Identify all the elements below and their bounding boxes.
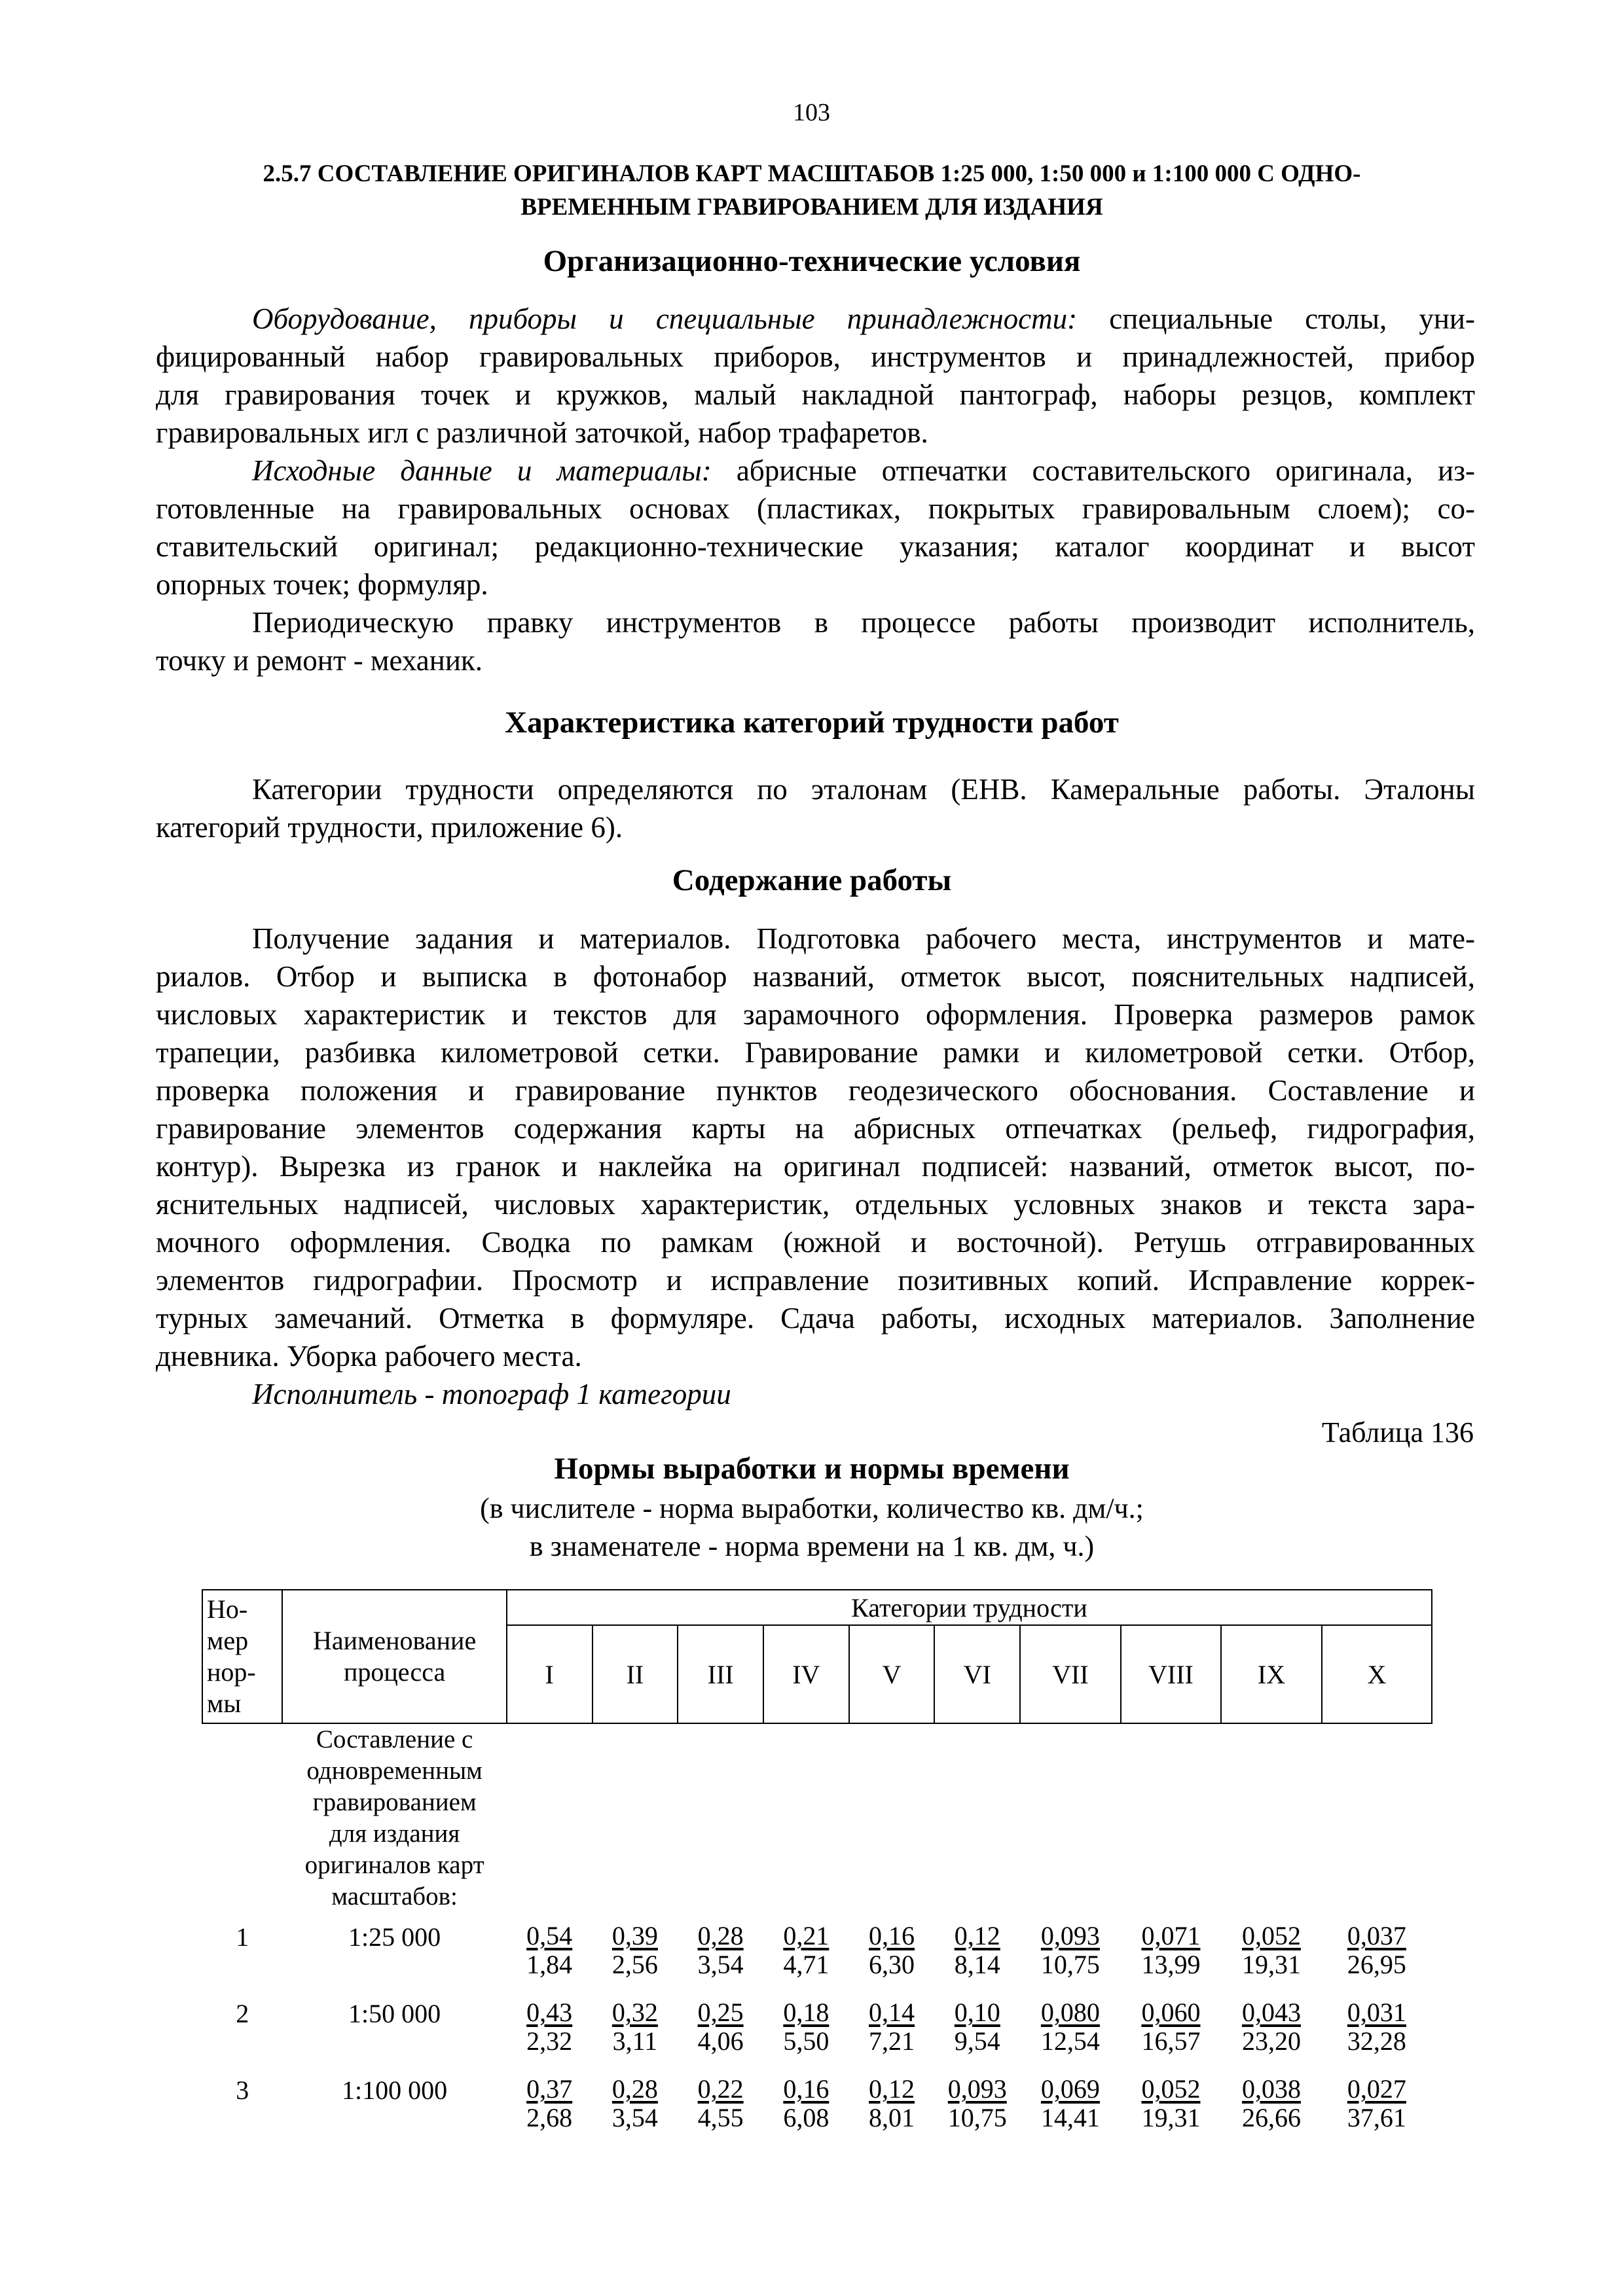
row-number: 1 [236,1922,249,1952]
section-title [151,157,1473,224]
time-norm: 26,66 [1241,2103,1301,2132]
paragraph-line: гравировальных игл с различной заточкой, набор трафаретов. [156,416,928,449]
equipment-paragraph [156,300,1475,452]
header-category-v: V [849,1625,935,1723]
output-norm: 0,093 [1040,1921,1100,1950]
group-row [202,1723,1432,1912]
output-norm: 0,080 [1040,1998,1100,2027]
time-norm: 5,50 [783,2026,830,2056]
row-scale: 1:25 000 [348,1922,441,1952]
row-number: 2 [236,1999,249,2028]
norm-fraction [948,2075,1007,2132]
header-category-vi: VI [934,1625,1020,1723]
norm-fraction [1242,1998,1301,2056]
paragraph-line: фицированный набор гравировальных приборов, инструментов и принадлежностей, прибор [156,340,1475,373]
time-norm: 4,55 [697,2103,744,2132]
materials-label: Исходные данные и материалы: [252,454,712,487]
output-norm: 0,052 [1141,2074,1201,2104]
output-norm: 0,43 [526,1998,573,2027]
paragraph-line [156,300,1475,338]
header-category-x: X [1322,1625,1432,1723]
paragraph-line: точку и ремонт - механик. [156,644,483,677]
norms-table [202,1589,1432,2142]
output-norm: 0,16 [783,2074,830,2104]
header-category-iv: IV [763,1625,849,1723]
time-norm: 8,14 [954,1950,1000,1979]
time-norm: 3,54 [611,2103,658,2132]
paragraph-text: абрисные отпечатки составительского оригинала, из- [711,454,1475,487]
difficulty-heading: Характеристика категорий трудности работ [505,706,1119,740]
table-row [202,2066,1432,2142]
paragraph-line: дневника. Уборка рабочего места. [156,1340,582,1372]
output-norm: 0,22 [697,2074,744,2104]
output-norm: 0,071 [1141,1921,1201,1950]
page-number: 103 [793,99,830,126]
output-norm: 0,093 [947,2074,1007,2104]
norm-fraction [783,1998,829,2056]
work-content-heading: Содержание работы [672,863,952,897]
table-subtitle-line-2: в знаменателе - норма времени на 1 кв. дм, ч.) [529,1530,1095,1562]
paragraph-line: опорных точек; формуляр. [156,568,488,601]
output-norm: 0,28 [611,2074,658,2104]
output-norm: 0,027 [1347,2074,1406,2104]
time-norm: 3,11 [612,2026,658,2056]
time-norm: 4,71 [783,1950,830,1979]
norm-fraction [955,1922,1000,1979]
norm-fraction [526,1998,572,2056]
norm-fraction [698,2075,744,2132]
work-content-paragraph [156,920,1475,1413]
output-norm: 0,060 [1141,1998,1201,2027]
time-norm: 37,61 [1347,2103,1406,2132]
time-norm: 7,21 [869,2026,915,2056]
paragraph-line: яснительных надписей, числовых характеристик, отдельных условных знаков и текста зара- [156,1188,1475,1221]
table-subtitle-line-1: (в числителе - норма выработки, количество кв. дм/ч.; [480,1492,1144,1524]
paragraph-line: трапеции, разбивка километровой сетки. Гравирование рамки и километровой сетки. Отбор, [156,1036,1475,1069]
paragraph-line: числовых характеристик и текстов для зарамочного оформления. Проверка размеров рамок [156,998,1475,1031]
paragraph-line: Категории трудности определяются по эталонам (ЕНВ. Камеральные работы. Эталоны [252,773,1475,806]
output-norm: 0,038 [1241,2074,1301,2104]
norm-fraction [1041,1998,1100,2056]
time-norm: 16,57 [1141,2026,1201,2056]
norm-fraction [1141,2075,1200,2132]
paragraph-line [156,452,1475,490]
header-category-iii: III [678,1625,763,1723]
table-title: Нормы выработки и нормы времени [554,1452,1070,1486]
time-norm: 9,54 [954,2026,1000,2056]
paragraph-line: мочного оформления. Сводка по рамкам (южной и восточной). Ретушь отгравированных [156,1226,1475,1259]
output-norm: 0,18 [783,1998,830,2027]
paragraph-line: для гравирования точек и кружков, малый накладной пантограф, наборы резцов, комплект [156,378,1475,411]
header-norm-number: Но- мер нор- мы [202,1590,282,1723]
output-norm: 0,16 [869,1921,915,1950]
time-norm: 19,31 [1141,2103,1201,2132]
org-conditions-heading: Организационно-технические условия [543,244,1081,278]
output-norm: 0,14 [869,1998,915,2027]
norm-fraction [1141,1922,1200,1979]
difficulty-paragraph [156,770,1475,846]
time-norm: 23,20 [1241,2026,1301,2056]
equipment-label: Оборудование, приборы и специальные принадлежности: [252,302,1078,335]
output-norm: 0,12 [954,1921,1000,1950]
header-category-viii: VIII [1121,1625,1222,1723]
table-subtitle [151,1490,1473,1566]
norm-fraction [1242,1922,1301,1979]
norm-fraction [1141,1998,1200,2056]
row-number: 3 [236,2075,249,2105]
output-norm: 0,043 [1241,1998,1301,2027]
time-norm: 32,28 [1347,2026,1406,2056]
paragraph-line: риалов. Отбор и выписка в фотонабор названий, отметок высот, пояснительных надписей, [156,960,1475,993]
output-norm: 0,28 [697,1921,744,1950]
row-scale: 1:100 000 [342,2075,448,2105]
row-scale: 1:50 000 [348,1999,441,2028]
time-norm: 10,75 [1040,1950,1100,1979]
time-norm: 4,06 [697,2026,744,2056]
output-norm: 0,25 [697,1998,744,2027]
header-categories: Категории трудности [507,1590,1432,1625]
group-label: Составление с одновременным гравированием для издания оригиналов карт масштабов: [304,1725,484,1910]
norm-fraction [1242,2075,1301,2132]
paragraph-line: Получение задания и материалов. Подготовка рабочего места, инструментов и мате- [252,922,1475,955]
norm-fraction [612,1998,658,2056]
norm-fraction [1347,1922,1406,1979]
paragraph-line: турных замечаний. Отметка в формуляре. Сдача работы, исходных материалов. Заполнение [156,1302,1475,1335]
norm-fraction [1347,1998,1406,2056]
time-norm: 3,54 [697,1950,744,1979]
time-norm: 13,99 [1141,1950,1201,1979]
time-norm: 8,01 [869,2103,915,2132]
paragraph-line: категорий трудности, приложение 6). [156,811,623,844]
output-norm: 0,54 [526,1921,573,1950]
time-norm: 6,08 [783,2103,830,2132]
output-norm: 0,32 [611,1998,658,2027]
header-category-ii: II [593,1625,678,1723]
output-norm: 0,031 [1347,1998,1406,2027]
paragraph-line: ставительский оригинал; редакционно-технические указания; каталог координат и высот [156,530,1475,563]
time-norm: 10,75 [947,2103,1007,2132]
norm-fraction [869,1998,915,2056]
norm-fraction [526,2075,572,2132]
header-process-name: Наименование процесса [282,1590,506,1723]
norm-fraction [869,1922,915,1979]
paragraph-line: Периодическую правку инструментов в процессе работы производит исполнитель, [252,606,1475,639]
paragraph-line: элементов гидрографии. Просмотр и исправление позитивных копий. Исправление коррек- [156,1264,1475,1297]
time-norm: 2,32 [526,2026,573,2056]
header-category-i: I [507,1625,593,1723]
time-norm: 1,84 [526,1950,573,1979]
executor-line: Исполнитель - топограф 1 категории [252,1378,731,1410]
output-norm: 0,037 [1347,1921,1406,1950]
norm-fraction [955,1998,1000,2056]
paragraph-line: гравирование элементов содержания карты на абрисных отпечатках (рельеф, гидрография, [156,1112,1475,1145]
norm-fraction [783,1922,829,1979]
header-category-ix: IX [1221,1625,1322,1723]
table-row [202,1989,1432,2066]
norm-fraction [526,1922,572,1979]
time-norm: 2,56 [611,1950,658,1979]
time-norm: 6,30 [869,1950,915,1979]
output-norm: 0,39 [611,1921,658,1950]
output-norm: 0,21 [783,1921,830,1950]
maintenance-paragraph [156,603,1475,679]
section-title-line-2: ВРЕМЕННЫМ ГРАВИРОВАНИЕМ ДЛЯ ИЗДАНИЯ [520,194,1103,221]
output-norm: 0,37 [526,2074,573,2104]
norm-fraction [698,1922,744,1979]
time-norm: 12,54 [1040,2026,1100,2056]
norm-fraction [612,1922,658,1979]
norm-fraction [783,2075,829,2132]
norm-fraction [1041,2075,1100,2132]
time-norm: 2,68 [526,2103,573,2132]
norm-fraction [612,2075,658,2132]
paragraph-line: контур). Вырезка из гранок и наклейка на оригинал подписей: названий, отметок высот, по- [156,1150,1475,1183]
norm-fraction [1041,1922,1100,1979]
output-norm: 0,069 [1040,2074,1100,2104]
paragraph-text: специальные столы, уни- [1077,302,1476,335]
norm-fraction [698,1998,744,2056]
paragraph-line: проверка положения и гравирование пунктов геодезического обоснования. Составление и [156,1074,1475,1107]
time-norm: 26,95 [1347,1950,1406,1979]
table-row [202,1912,1432,1989]
header-category-vii: VII [1020,1625,1121,1723]
norm-fraction [869,2075,915,2132]
output-norm: 0,052 [1241,1921,1301,1950]
output-norm: 0,10 [954,1998,1000,2027]
time-norm: 19,31 [1241,1950,1301,1979]
section-title-line-1: 2.5.7 СОСТАВЛЕНИЕ ОРИГИНАЛОВ КАРТ МАСШТАБОВ 1:25 000, 1:50 000 и 1:100 000 С ОДНО- [263,160,1361,187]
materials-paragraph [156,452,1475,603]
norm-fraction [1347,2075,1406,2132]
time-norm: 14,41 [1040,2103,1100,2132]
output-norm: 0,12 [869,2074,915,2104]
paragraph-line: готовленные на гравировальных основах (пластиках, покрытых гравировальным слоем); со- [156,492,1475,525]
table-caption: Таблица 136 [1321,1416,1474,1448]
